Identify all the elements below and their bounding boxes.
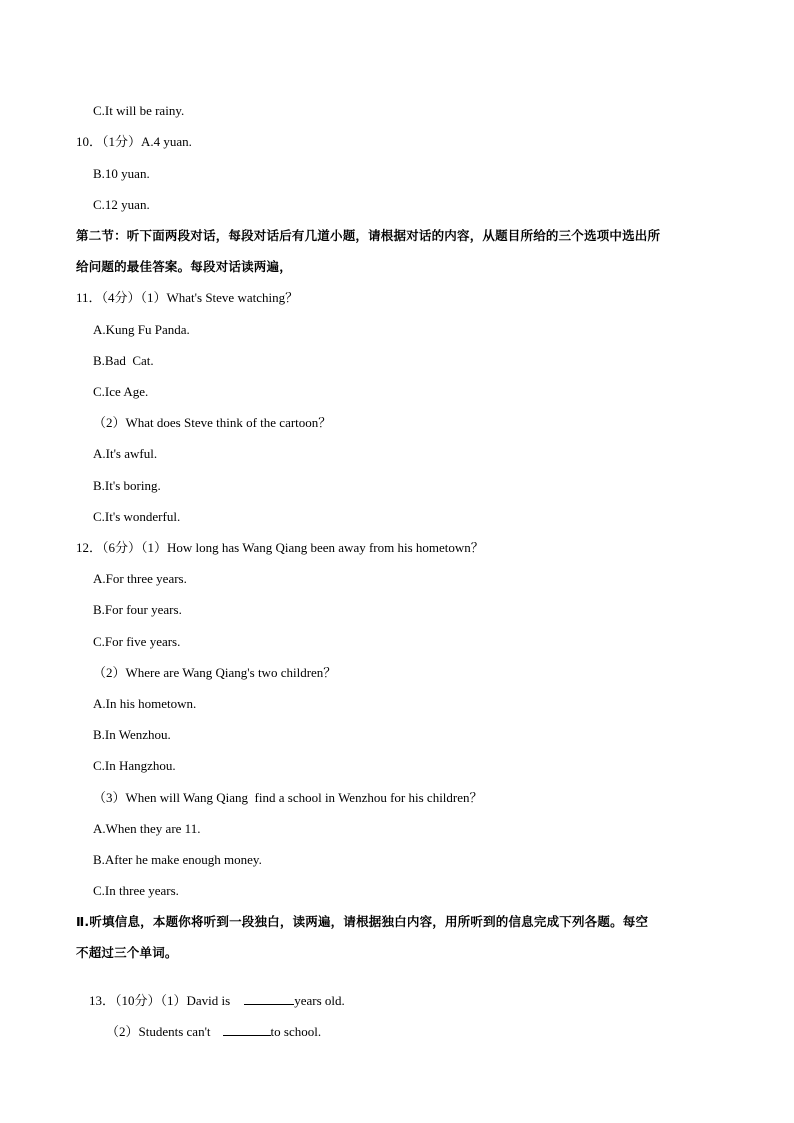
option-text: C.It's wonderful. [93, 509, 181, 524]
sub-question: （3）When will Wang Qiang find a school in Wenzhou for his children？ [93, 790, 483, 805]
sub-question-suffix: to school. [270, 1024, 322, 1039]
option-text: C.It will be rainy. [93, 103, 185, 118]
option-text: A.When they are 11. [93, 821, 201, 836]
sub-question: （2）Where are Wang Qiang's two children？ [93, 665, 337, 680]
answer-blank[interactable] [244, 993, 294, 1005]
section-heading-continued: 不超过三个单词。 [76, 945, 178, 960]
section-heading-continued: 给问题的最佳答案。每段对话读两遍， [76, 259, 292, 274]
question-13-suffix: years old. [294, 993, 345, 1008]
option-text: A.For three years. [93, 571, 187, 586]
option-text: B.For four years. [93, 602, 182, 617]
question-10: 10．（1分）A.4 yuan. [76, 134, 192, 149]
option-text: B.10 yuan. [93, 166, 150, 181]
option-text: C.12 yuan. [93, 197, 150, 212]
option-text: A.Kung Fu Panda. [93, 322, 190, 337]
section-heading: Ⅱ.听填信息，本题你将听到一段独白，读两遍，请根据独白内容，用所听到的信息完成下列各题。每空 [76, 914, 649, 929]
option-text: A.It's awful. [93, 446, 158, 461]
question-11: 11．（4分）（1）What's Steve watching？ [76, 290, 299, 305]
sub-question: （2）What does Steve think of the cartoon？ [93, 415, 332, 430]
section-heading: 第二节：听下面两段对话，每段对话后有几道小题，请根据对话的内容，从题目所给的三个选项中选出所 [76, 228, 661, 243]
option-text: A.In his hometown. [93, 696, 197, 711]
option-text: B.After he make enough money. [93, 852, 262, 867]
option-text: B.It's boring. [93, 478, 161, 493]
sub-question-prefix: （2）Students can't [106, 1024, 211, 1039]
option-text: B.In Wenzhou. [93, 727, 171, 742]
option-text: C.For five years. [93, 634, 181, 649]
option-text: C.In Hangzhou. [93, 758, 176, 773]
question-13-prefix: 13．（10分）（1）David is [89, 993, 231, 1008]
sub-question [93, 1008, 321, 1056]
question-12: 12．（6分）（1）How long has Wang Qiang been away from his hometown？ [76, 540, 484, 555]
option-text: C.In three years. [93, 883, 179, 898]
answer-blank[interactable] [223, 1024, 271, 1036]
option-text: B.Bad Cat. [93, 353, 154, 368]
option-text: C.Ice Age. [93, 384, 149, 399]
